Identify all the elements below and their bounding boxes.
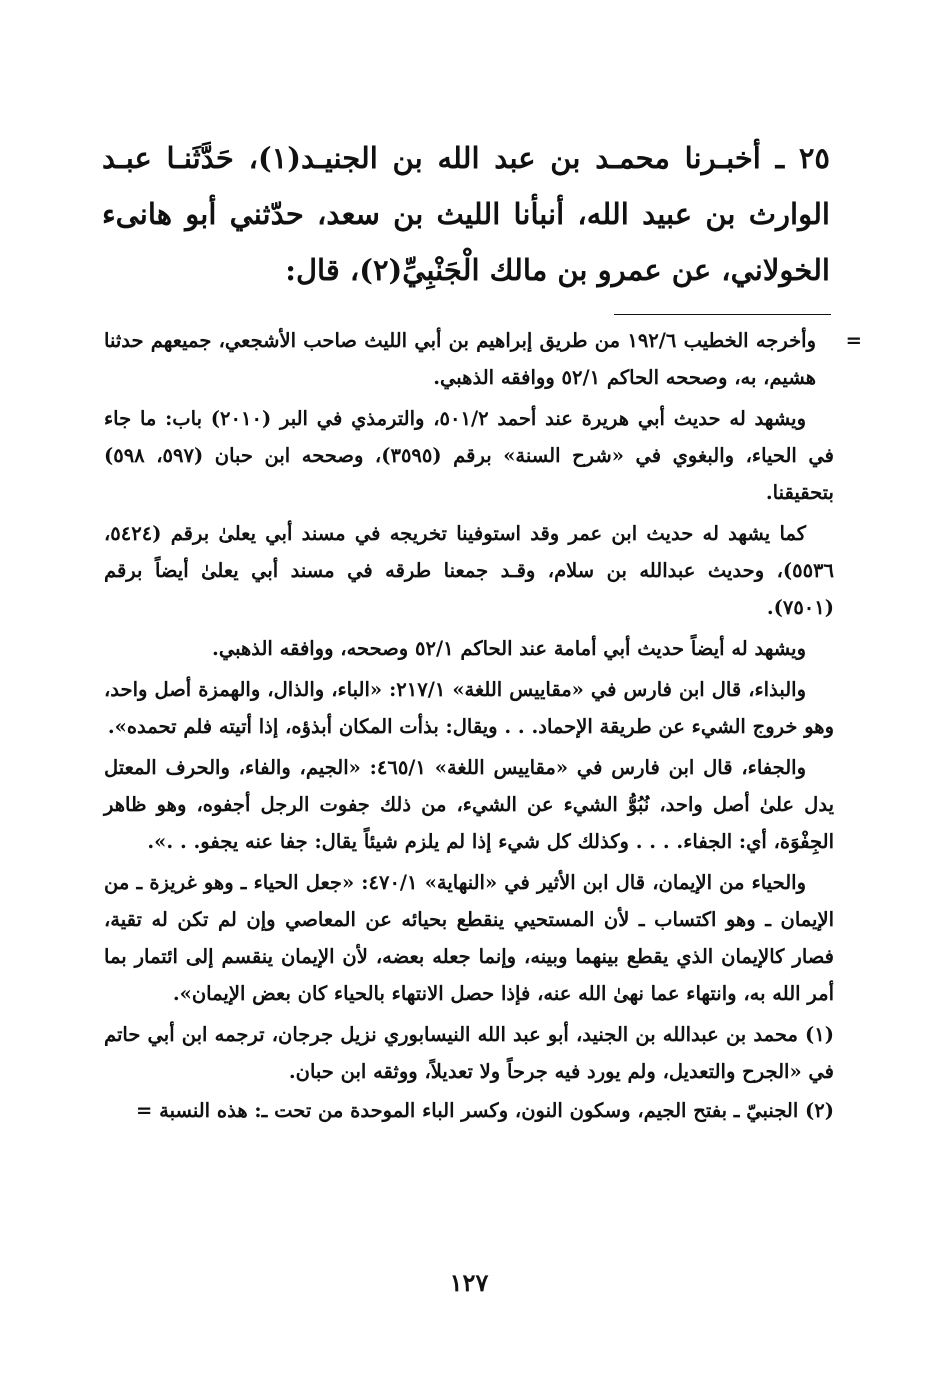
footnotes — [104, 1016, 834, 1129]
continuation-mark: = — [845, 329, 862, 352]
note-paragraph — [104, 322, 862, 396]
note-paragraph: والحياء من الإيمان، قال ابن الأثير في «النهاية» ٤٧٠/١: «جعل الحياء ـ وهو غريزة ـ من الإيمان ـ وهو اكتساب ـ لأن المستحيي ينقطع بحيائه عن المعاصي وإن لم تكن له تقية، فصار كالإيمان الذي يقطع بينهما وبينه، وإنما جعله بعضه، لأن الإيمان ينقسم إلى ائتمار بما أمر الله به، وانتهاء عما نهىٰ الله عنه، فإذا حصل الانتهاء بالحياء كان بعض الإيمان». — [104, 871, 834, 1005]
footnote-1: (١) محمد بن عبدالله بن الجنيد، أبو عبد الله النيسابوري نزيل جرجان، ترجمه ابن أبي حاتم في «الجرح والتعديل، ولم يورد فيه جرحاً ولا تعديلاً، ووثقه ابن حبان. — [104, 1023, 834, 1083]
note-paragraph: ويشهد له حديث أبي هريرة عند أحمد ٥٠١/٢، والترمذي في البر (٢٠١٠) باب: ما جاء في الحياء، والبغوي في «شرح السنة» برقم (٣٥٩٥)، وصححه ابن حبان (٥٩٧، ٥٩٨) بتحقيقنا. — [104, 407, 834, 504]
hadith-paragraph: ٢٥ ـ أخبـرنا محمـد بن عبد الله بن الجنيـد(١)، حَدَّثَنـا عبـد الوارث بن عبيد الله، أنبأنا الليث بن سعد، حدّثني أبو هانىء الخولاني، عن عمرو بن مالك الْجَنْبِيِّ(٢)، قال: — [102, 141, 830, 287]
note-paragraph: كما يشهد له حديث ابن عمر وقد استوفينا تخريجه في مسند أبي يعلىٰ برقم (٥٤٢٤، ٥٥٣٦)، وحديث عبدالله بن سلام، وقـد جمعنا طرقه في مسند أبي يعلىٰ أيضاً برقم (٧٥٠١). — [104, 522, 834, 619]
note-paragraph: ويشهد له أيضاً حديث أبي أمامة عند الحاكم ٥٢/١ وصححه، ووافقه الذهبي. — [212, 637, 806, 660]
note-paragraph: والجفاء، قال ابن فارس في «مقاييس اللغة» ٤٦٥/١: «الجيم، والفاء، والحرف المعتل يدل علىٰ أصل واحد، نُبُوُّ الشيء عن الشيء، من ذلك جفوت الرجل أجفوه، وهو ظاهر الجِفْوَة، أي: الجفاء. . . . وكذلك كل شيء إذا لم يلزم شيئاً يقال: جفا عنه يجفو. . .». — [104, 756, 834, 853]
note-paragraph: والبذاء، قال ابن فارس في «مقاييس اللغة» ٢١٧/١: «الباء، والذال، والهمزة أصل واحد، وهو خروج الشيء عن طريقة الإحماد. . . ويقال: بذأت المكان أبذؤه، إذا أتيته فلم تحمده». — [104, 678, 834, 738]
main-hadith-text — [102, 130, 830, 298]
note-text: وأخرجه الخطيب ١٩٢/٦ من طريق إبراهيم بن أبي الليث صاحب الأشجعي، جميعهم حدثنا هشيم، به، وصححه الحاكم ٥٢/١ ووافقه الذهبي. — [104, 329, 816, 389]
footnote-separator — [614, 314, 831, 315]
footnote-2: (٢) الجنبيّ ـ بفتح الجيم، وسكون النون، وكسر الباء الموحدة من تحت ـ: هذه النسبة = — [135, 1099, 834, 1122]
notes-section — [104, 322, 862, 1131]
page-number: ١٢٧ — [449, 1268, 489, 1297]
